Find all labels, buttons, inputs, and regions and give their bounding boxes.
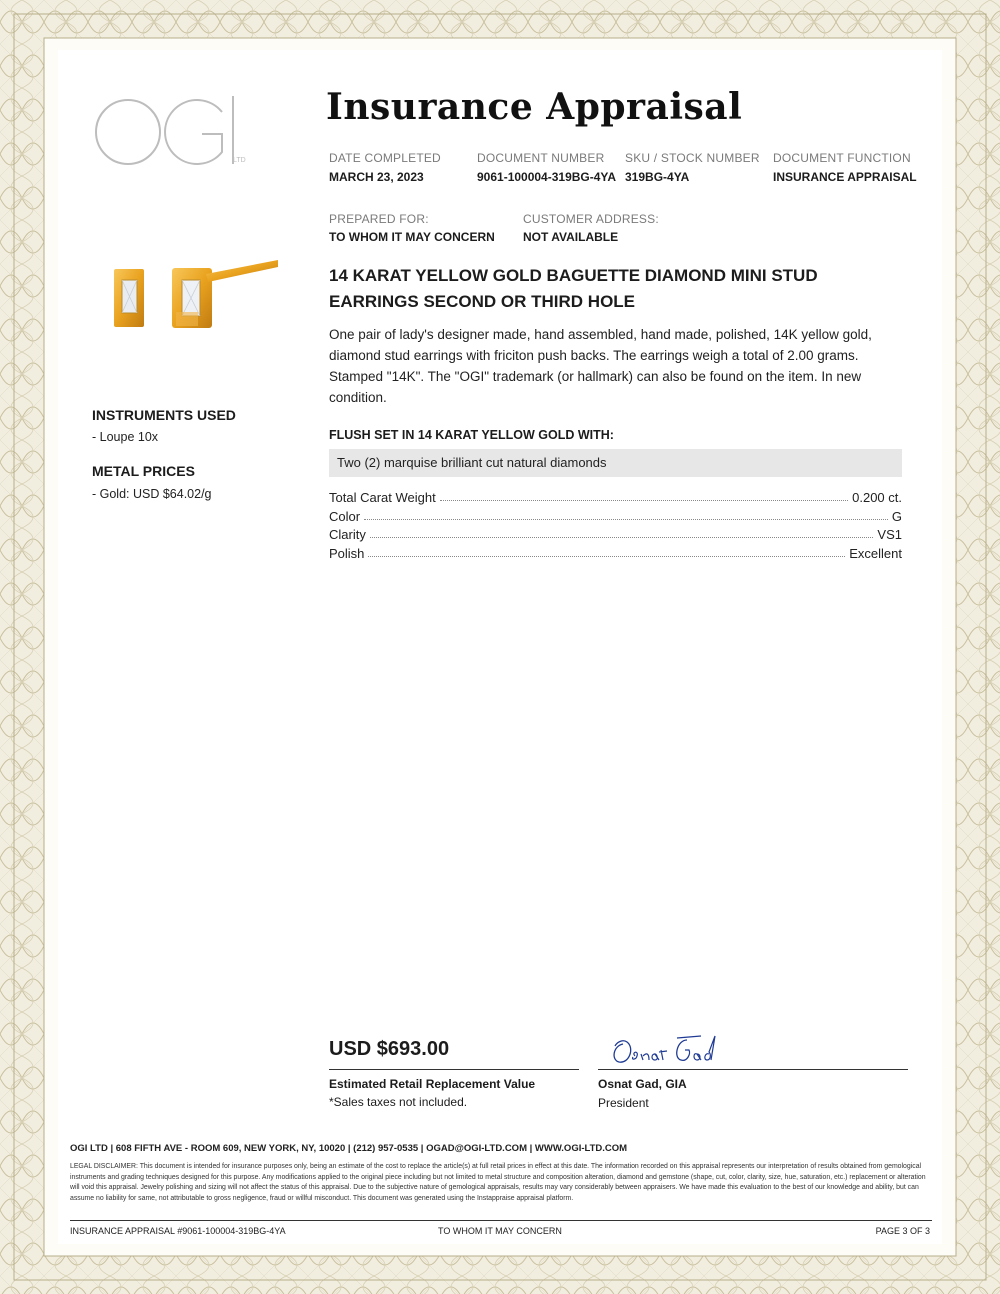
spec-value: G (891, 509, 902, 524)
signature-rule (598, 1069, 908, 1070)
instruments-value: - Loupe 10x (92, 430, 159, 444)
prepared-for-label: PREPARED FOR: (329, 212, 429, 226)
document-function-label: DOCUMENT FUNCTION (773, 151, 911, 165)
value-label: Estimated Retail Replacement Value (329, 1077, 536, 1091)
metal-prices-heading: METAL PRICES (92, 463, 195, 479)
spec-value: 0.200 ct. (852, 490, 902, 505)
spec-row-clarity (329, 524, 902, 542)
footer-center: TO WHOM IT MAY CONCERN (438, 1226, 562, 1236)
metal-prices-value: - Gold: USD $64.02/g (92, 487, 212, 501)
instruments-heading: INSTRUMENTS USED (92, 407, 236, 423)
document-number-value: 9061-100004-319BG-4YA (477, 170, 616, 184)
stone-row (329, 449, 902, 477)
sku-label: SKU / STOCK NUMBER (625, 151, 760, 165)
date-label: DATE COMPLETED (329, 151, 441, 165)
spec-value: VS1 (877, 527, 902, 542)
spec-row-polish (329, 543, 902, 561)
signer-title: President (598, 1096, 649, 1110)
sku-value: 319BG-4YA (625, 170, 690, 184)
item-description: One pair of lady's designer made, hand assembled, hand made, polished, 14K yellow gold, diamond stud earrings with friciton push backs. The earrings weigh a total of 2.00 grams. Stamped "14K". The "OGI" trademark (or hallmark) can also be found on the item. In new condition. (329, 327, 872, 405)
prepared-for-value: TO WHOM IT MAY CONCERN (329, 230, 495, 244)
product-photo (94, 200, 278, 384)
company-address: OGI LTD | 608 FIFTH AVE - ROOM 609, NEW YORK, NY, 10020 | (212) 957-0535 | OGAD@OGI-LTD.COM | WWW.OGI-LTD.COM (70, 1143, 628, 1154)
spec-row-carat (329, 487, 902, 505)
document-function-value: INSURANCE APPRAISAL (773, 170, 917, 184)
item-heading-line1: 14 KARAT YELLOW GOLD BAGUETTE DIAMOND MINI STUD (329, 266, 818, 285)
ogi-logo (90, 90, 260, 180)
value-rule (329, 1069, 579, 1070)
spec-row-color (329, 506, 902, 524)
tax-note: *Sales taxes not included. (329, 1095, 468, 1109)
spec-value: Excellent (849, 546, 902, 561)
spec-label: Total Carat Weight (329, 490, 436, 505)
item-heading (329, 263, 909, 315)
signature (605, 1030, 735, 1070)
legal-disclaimer: LEGAL DISCLAIMER: This document is intended for insurance purposes only, being an estimate of the cost to replace the article(s) at full retail prices in effect at this date. The information recorded on this appraisal represents our interpretation of results obtained from gemological instruments and grading techniques designed for this purpose. Any modifications applied to the original piece including but not limited to metal structure and composition alteration, diamond and gemstone (shape, cut, color, clarity, size, hue, saturation, etc.) replacement or alteration will void this appraisal. Jewelry polishing and sizing will not affect the status of this appraisal. Due to the subjective nature of gemological appraisals, results may vary considerably between appraisers. We have made this evaluation to the best of our knowledge and ability, but can assume no liability for same, not attributable to gross negligence, fraud or willful misconduct. This document was generated using the Instappraise appraisal platform. (70, 1163, 926, 1202)
date-value: MARCH 23, 2023 (329, 170, 424, 184)
setting-heading: FLUSH SET IN 14 KARAT YELLOW GOLD WITH: (329, 428, 614, 442)
spec-label: Clarity (329, 527, 366, 542)
signer-name: Osnat Gad, GIA (598, 1077, 687, 1091)
document-number-label: DOCUMENT NUMBER (477, 151, 605, 165)
customer-address-value: NOT AVAILABLE (523, 230, 619, 244)
document-title: Insurance Appraisal (326, 86, 743, 128)
footer-rule (70, 1220, 932, 1221)
logo-suffix: LTD (233, 157, 246, 164)
footer-page-number: PAGE 3 OF 3 (875, 1226, 930, 1236)
item-heading-line2: EARRINGS SECOND OR THIRD HOLE (329, 292, 636, 311)
spec-label: Polish (329, 546, 365, 561)
spec-label: Color (329, 509, 361, 524)
footer-left: INSURANCE APPRAISAL #9061-100004-319BG-4YA (70, 1226, 286, 1236)
customer-address-label: CUSTOMER ADDRESS: (523, 212, 659, 226)
appraised-value: USD $693.00 (329, 1038, 450, 1060)
stone-description: Two (2) marquise brilliant cut natural diamonds (337, 455, 607, 470)
